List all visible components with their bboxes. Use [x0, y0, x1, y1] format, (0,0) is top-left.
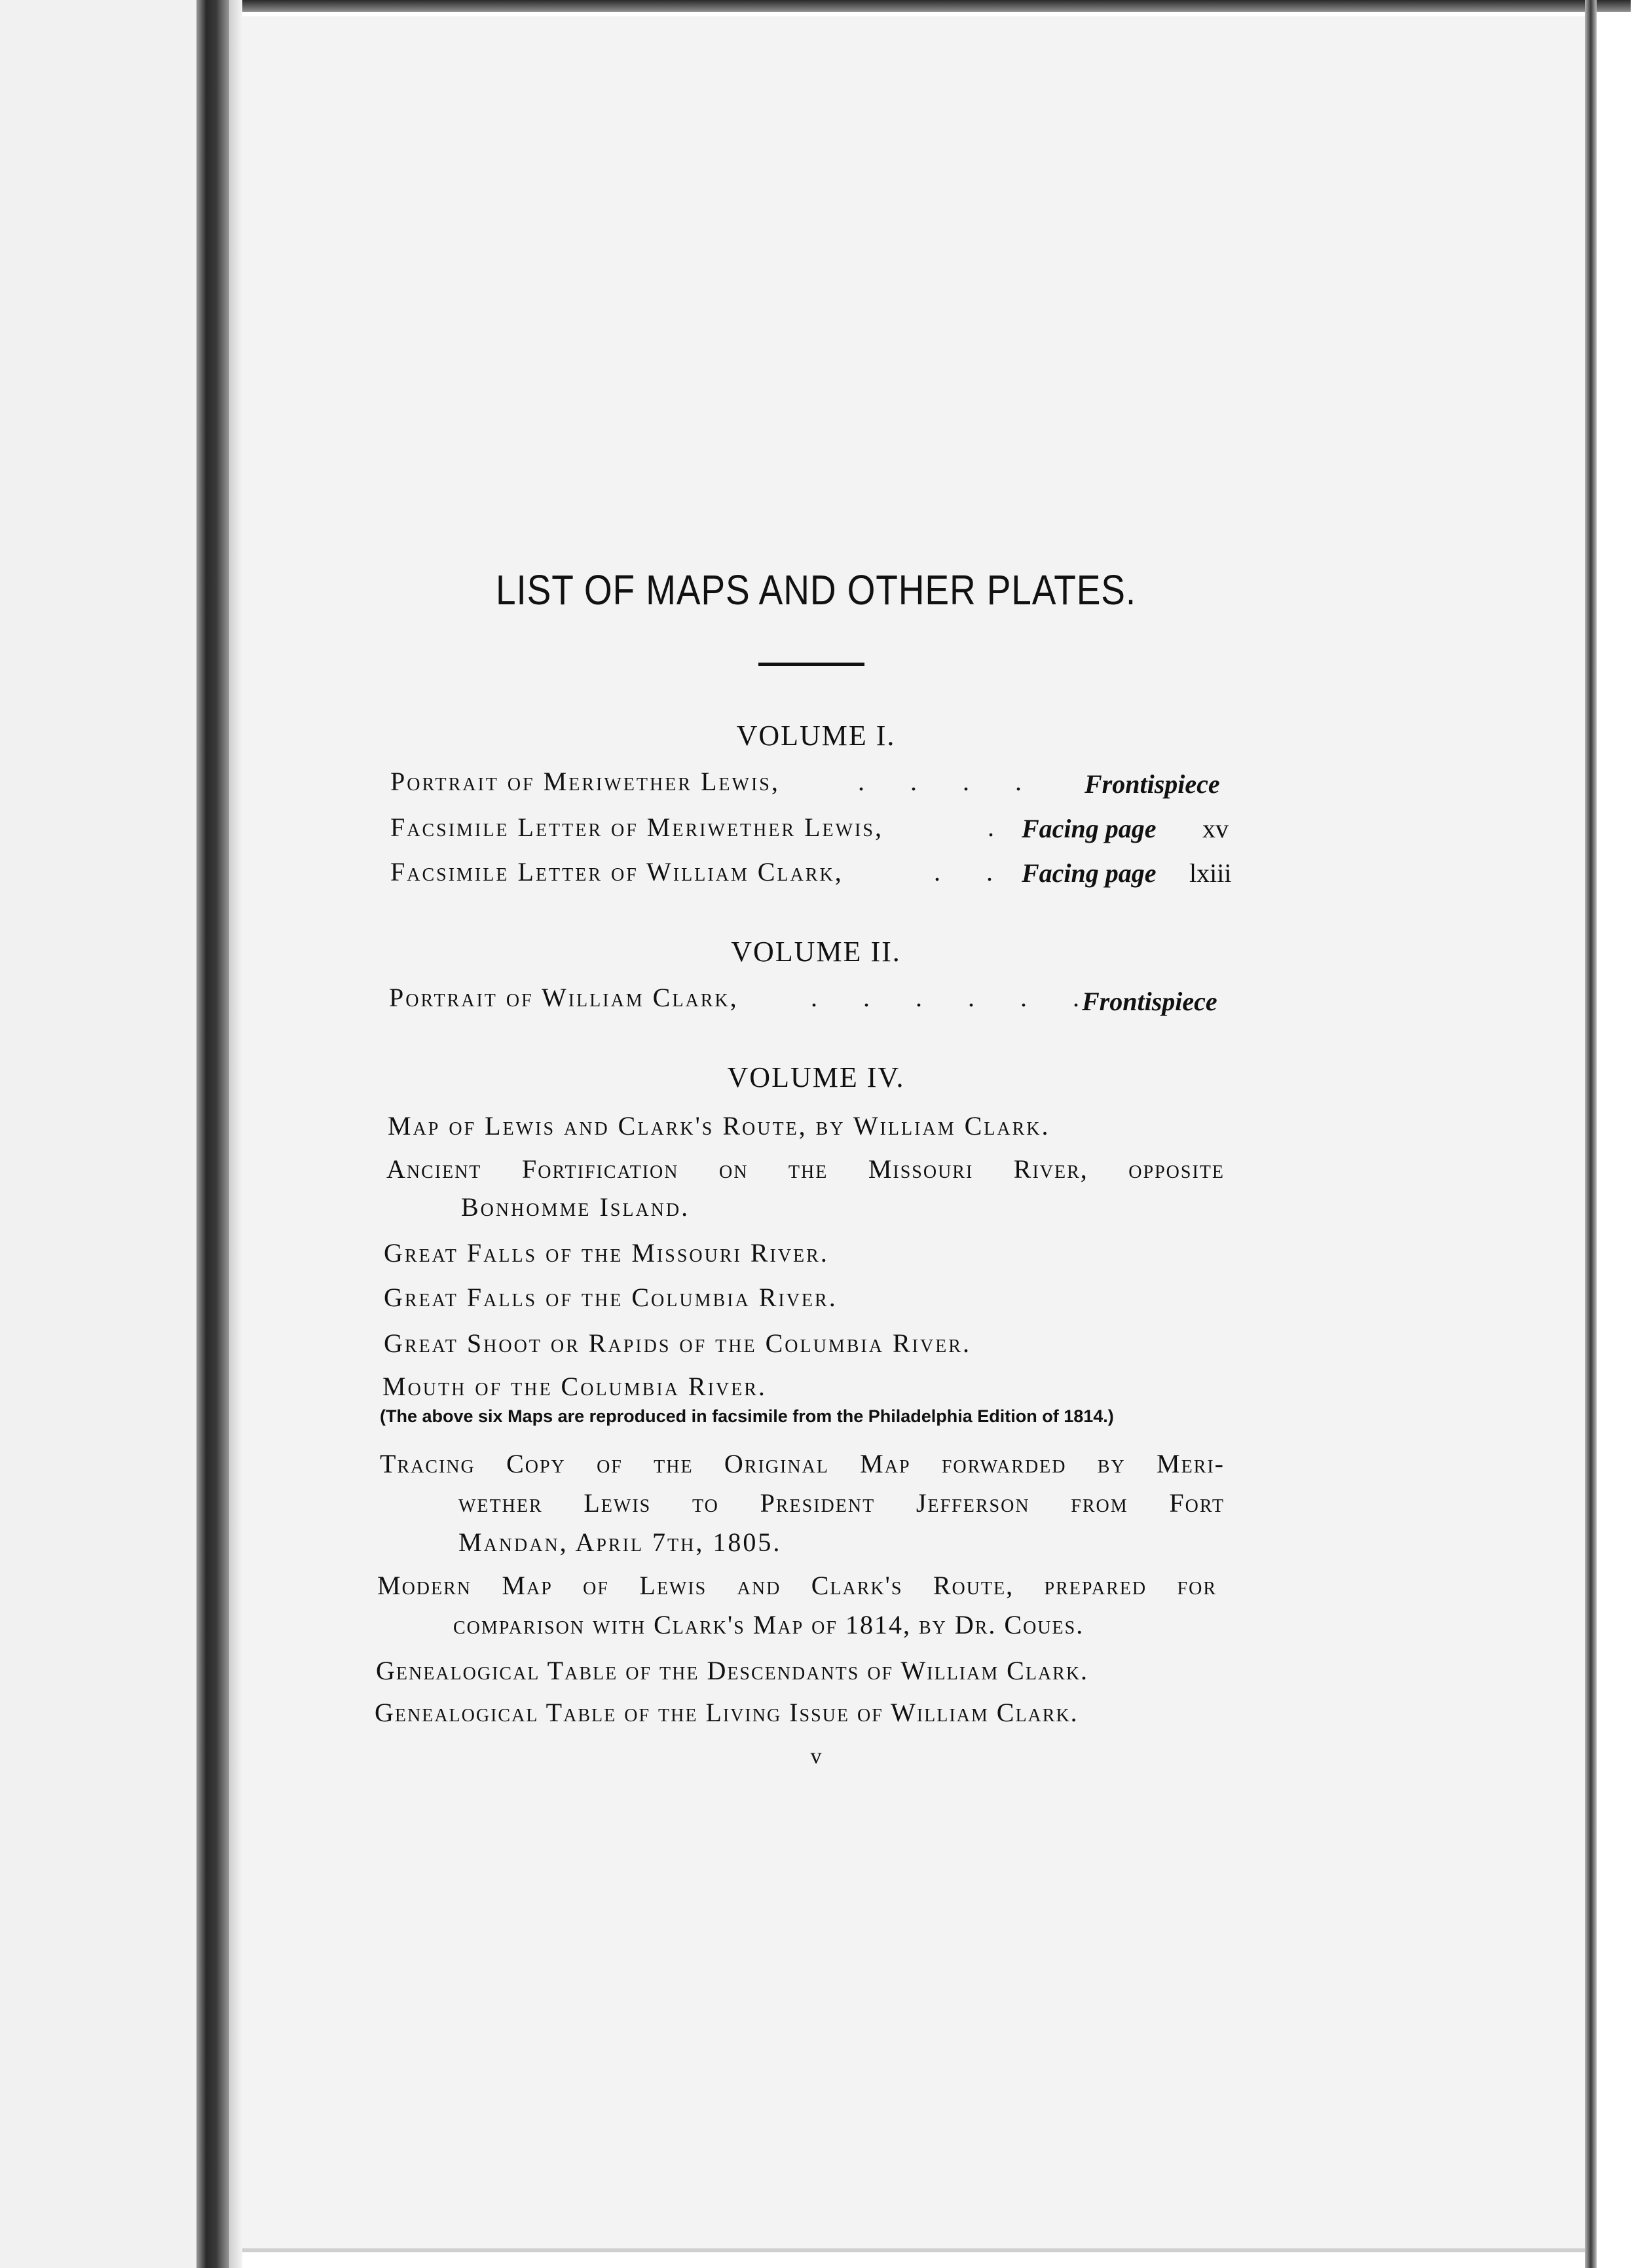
- volume-4-heading: VOLUME IV.: [727, 1061, 905, 1093]
- vol2-entry-1-dots: . . . . . .: [811, 983, 1099, 1012]
- page-number: v: [810, 1744, 822, 1768]
- vol2-entry-1-location: [1082, 986, 1217, 1017]
- vol4-genealogy-living: Genealogical Table of the Living Issue of William Clark.: [375, 1698, 1079, 1727]
- vol1-entry-3-dots: . .: [934, 857, 1012, 887]
- vol4-facsimile-note: (The above six Maps are reproduced in facsimile from the Philadelphia Edition of 1814.): [380, 1406, 1114, 1426]
- vol2-entry-1-title: Portrait of William Clark,: [389, 983, 739, 1012]
- vol4-modern-line-2: comparison with Clark's Map of 1814, by Dr. Coues.: [453, 1610, 1085, 1639]
- vol1-entry-1-location: [1085, 769, 1220, 799]
- vol1-entry-3-page: lxiii: [1189, 858, 1232, 888]
- vol1-entry-1-location-text: Frontispiece: [1085, 769, 1220, 799]
- vol1-entry-2-location-text: Facing page: [1022, 814, 1157, 843]
- vol4-mouth-columbia: Mouth of the Columbia River.: [382, 1372, 767, 1401]
- vol4-falls-missouri: Great Falls of the Missouri River.: [384, 1238, 829, 1268]
- vol1-entry-2-title: Facsimile Letter of Meriwether Lewis,: [390, 813, 883, 842]
- gutter-shadow: [229, 0, 242, 2268]
- volume-1-heading: VOLUME I.: [736, 720, 896, 752]
- vol4-falls-columbia: Great Falls of the Columbia River.: [384, 1283, 838, 1312]
- vol4-genealogy-descendants: Genealogical Table of the Descendants of William Clark.: [376, 1656, 1089, 1685]
- vol1-entry-2-location: [1022, 813, 1157, 844]
- vol4-fortification-line-1: Ancient Fortification on the Missouri River, opposite: [386, 1154, 1225, 1184]
- vol4-great-shoot: Great Shoot or Rapids of the Columbia River.: [384, 1328, 971, 1358]
- vol4-tracing-line-1: Tracing Copy of the Original Map forwarded by Meri-: [380, 1449, 1225, 1478]
- vol1-entry-2-dots: .: [988, 813, 1014, 842]
- page-title: LIST OF MAPS AND OTHER PLATES.: [495, 566, 1137, 613]
- book-gutter: [196, 0, 229, 2268]
- page-right-edge: [1585, 0, 1597, 2268]
- title-rule: [758, 663, 864, 666]
- vol4-tracing-line-3: Mandan, April 7th, 1805.: [458, 1527, 782, 1557]
- vol4-tracing-line-2: wether Lewis to President Jefferson from Fort: [458, 1488, 1225, 1518]
- facing-page-edge: [0, 0, 196, 2268]
- vol1-entry-1-dots: . . . .: [858, 767, 1041, 796]
- vol2-entry-1-location-text: Frontispiece: [1082, 987, 1217, 1016]
- vol1-entry-2-page: xv: [1202, 814, 1229, 843]
- vol4-modern-line-1: Modern Map of Lewis and Clark's Route, prepared for: [377, 1571, 1217, 1600]
- vol1-entry-3-location: [1022, 858, 1157, 888]
- vol1-entry-3-title: Facsimile Letter of William Clark,: [390, 857, 844, 887]
- vol4-map-route: Map of Lewis and Clark's Route, by William Clark.: [388, 1111, 1050, 1141]
- volume-2-heading: VOLUME II.: [731, 936, 901, 968]
- page-bottom-edge: [242, 2248, 1585, 2252]
- vol1-entry-3-location-text: Facing page: [1022, 858, 1157, 888]
- vol4-fortification-line-2: Bonhomme Island.: [461, 1192, 690, 1222]
- page-top-edge: [242, 0, 1631, 12]
- vol1-entry-1-title: Portrait of Meriwether Lewis,: [390, 767, 780, 796]
